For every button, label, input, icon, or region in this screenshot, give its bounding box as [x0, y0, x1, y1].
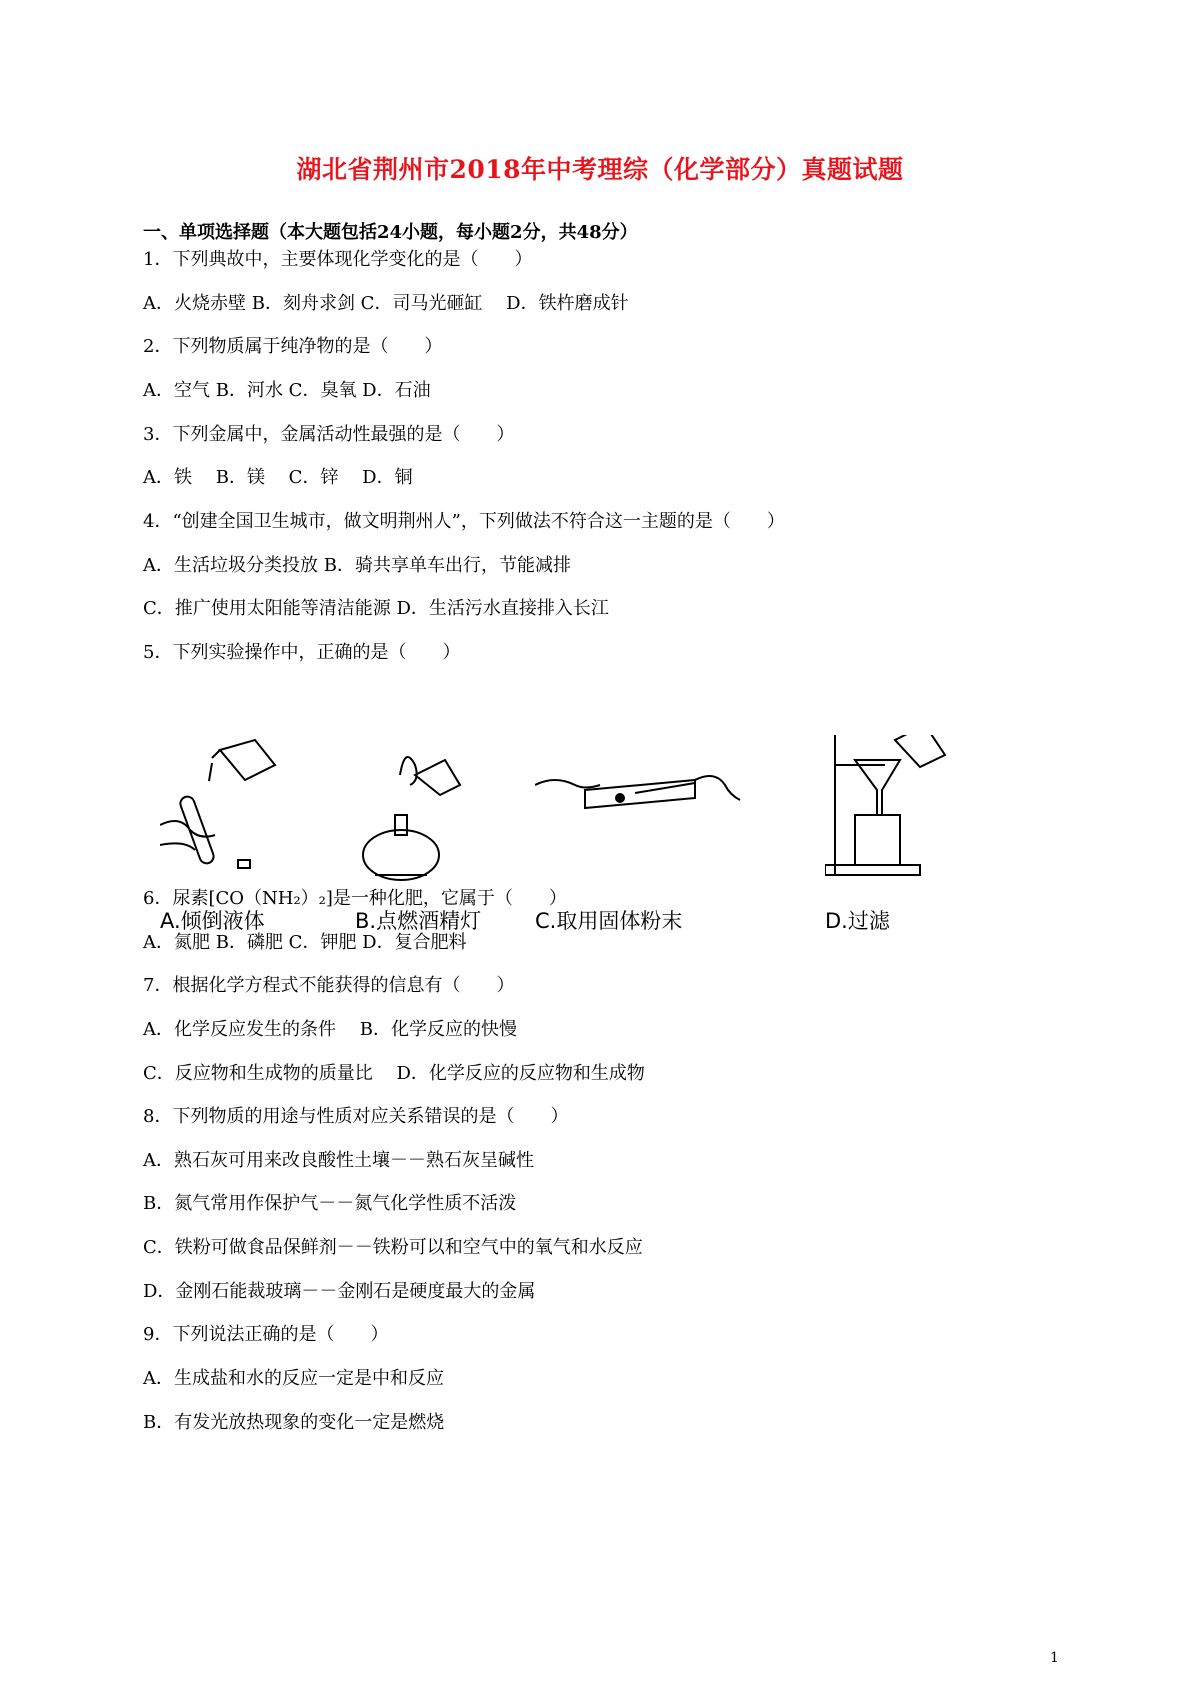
figure-d-caption: D.过滤	[825, 909, 890, 933]
question-4-options-ab: A．生活垃圾分类投放 B．骑共享单车出行，节能减排	[143, 555, 571, 576]
question-3: 3．下列金属中，金属活动性最强的是（ ）	[143, 424, 515, 445]
question-2-options: A．空气 B．河水 C．臭氧 D．石油	[143, 380, 431, 401]
page-number: 1	[1050, 1650, 1059, 1666]
question-7: 7．根据化学方程式不能获得的信息有（ ）	[143, 975, 515, 996]
question-7-options-ab: A．化学反应发生的条件 B．化学反应的快慢	[143, 1019, 517, 1040]
powder-spatula-illustration	[535, 735, 745, 895]
question-8-option-c: C．铁粉可做食品保鲜剂－－铁粉可以和空气中的氧气和水反应	[143, 1237, 643, 1258]
question-6-options: A．氮肥 B．磷肥 C．钾肥 D．复合肥料	[143, 932, 467, 953]
question-9: 9．下列说法正确的是（ ）	[143, 1324, 389, 1345]
question-5: 5．下列实验操作中，正确的是（ ）	[143, 642, 461, 663]
figure-c-caption: C.取用固体粉末	[535, 909, 683, 933]
filtration-illustration	[825, 735, 1005, 895]
question-7-options-cd: C．反应物和生成物的质量比 D．化学反应的反应物和生成物	[143, 1063, 645, 1084]
figure-a-caption: A.倾倒液体	[160, 909, 265, 933]
question-8-option-a: A．熟石灰可用来改良酸性土壤－－熟石灰呈碱性	[143, 1150, 534, 1171]
question-8-option-b: B．氮气常用作保护气－－氮气化学性质不活泼	[143, 1193, 517, 1214]
question-9-option-b: B．有发光放热现象的变化一定是燃烧	[143, 1412, 445, 1433]
question-4: 4．“创建全国卫生城市，做文明荆州人”，下列做法不符合这一主题的是（ ）	[143, 511, 785, 532]
question-8: 8．下列物质的用途与性质对应关系错误的是（ ）	[143, 1106, 569, 1127]
section-heading: 一、单项选择题（本大题包括24小题，每小题2分，共48分）	[143, 222, 638, 243]
question-4-options-cd: C．推广使用太阳能等清洁能源 D．生活污水直接排入长江	[143, 598, 609, 619]
question-1: 1．下列典故中，主要体现化学变化的是（ ）	[143, 249, 533, 270]
alcohol-lamp-illustration	[355, 735, 515, 895]
question-9-option-a: A．生成盐和水的反应一定是中和反应	[143, 1368, 444, 1389]
pouring-liquid-illustration	[160, 735, 340, 895]
question-3-options: A．铁 B．镁 C．锌 D．铜	[143, 467, 413, 488]
figure-d	[825, 735, 1005, 935]
question-2: 2．下列物质属于纯净物的是（ ）	[143, 336, 443, 357]
question-1-options: A．火烧赤壁 B．刻舟求剑 C．司马光砸缸 D．铁杵磨成针	[143, 293, 629, 314]
question-8-option-d: D．金刚石能裁玻璃－－金刚石是硬度最大的金属	[143, 1281, 536, 1302]
figure-b-caption: B.点燃酒精灯	[355, 909, 482, 933]
question-6: 6．尿素[CO（NH₂）₂]是一种化肥，它属于（ ）	[143, 888, 567, 909]
page-title: 湖北省荆州市2018年中考理综（化学部分）真题试题	[296, 155, 904, 184]
